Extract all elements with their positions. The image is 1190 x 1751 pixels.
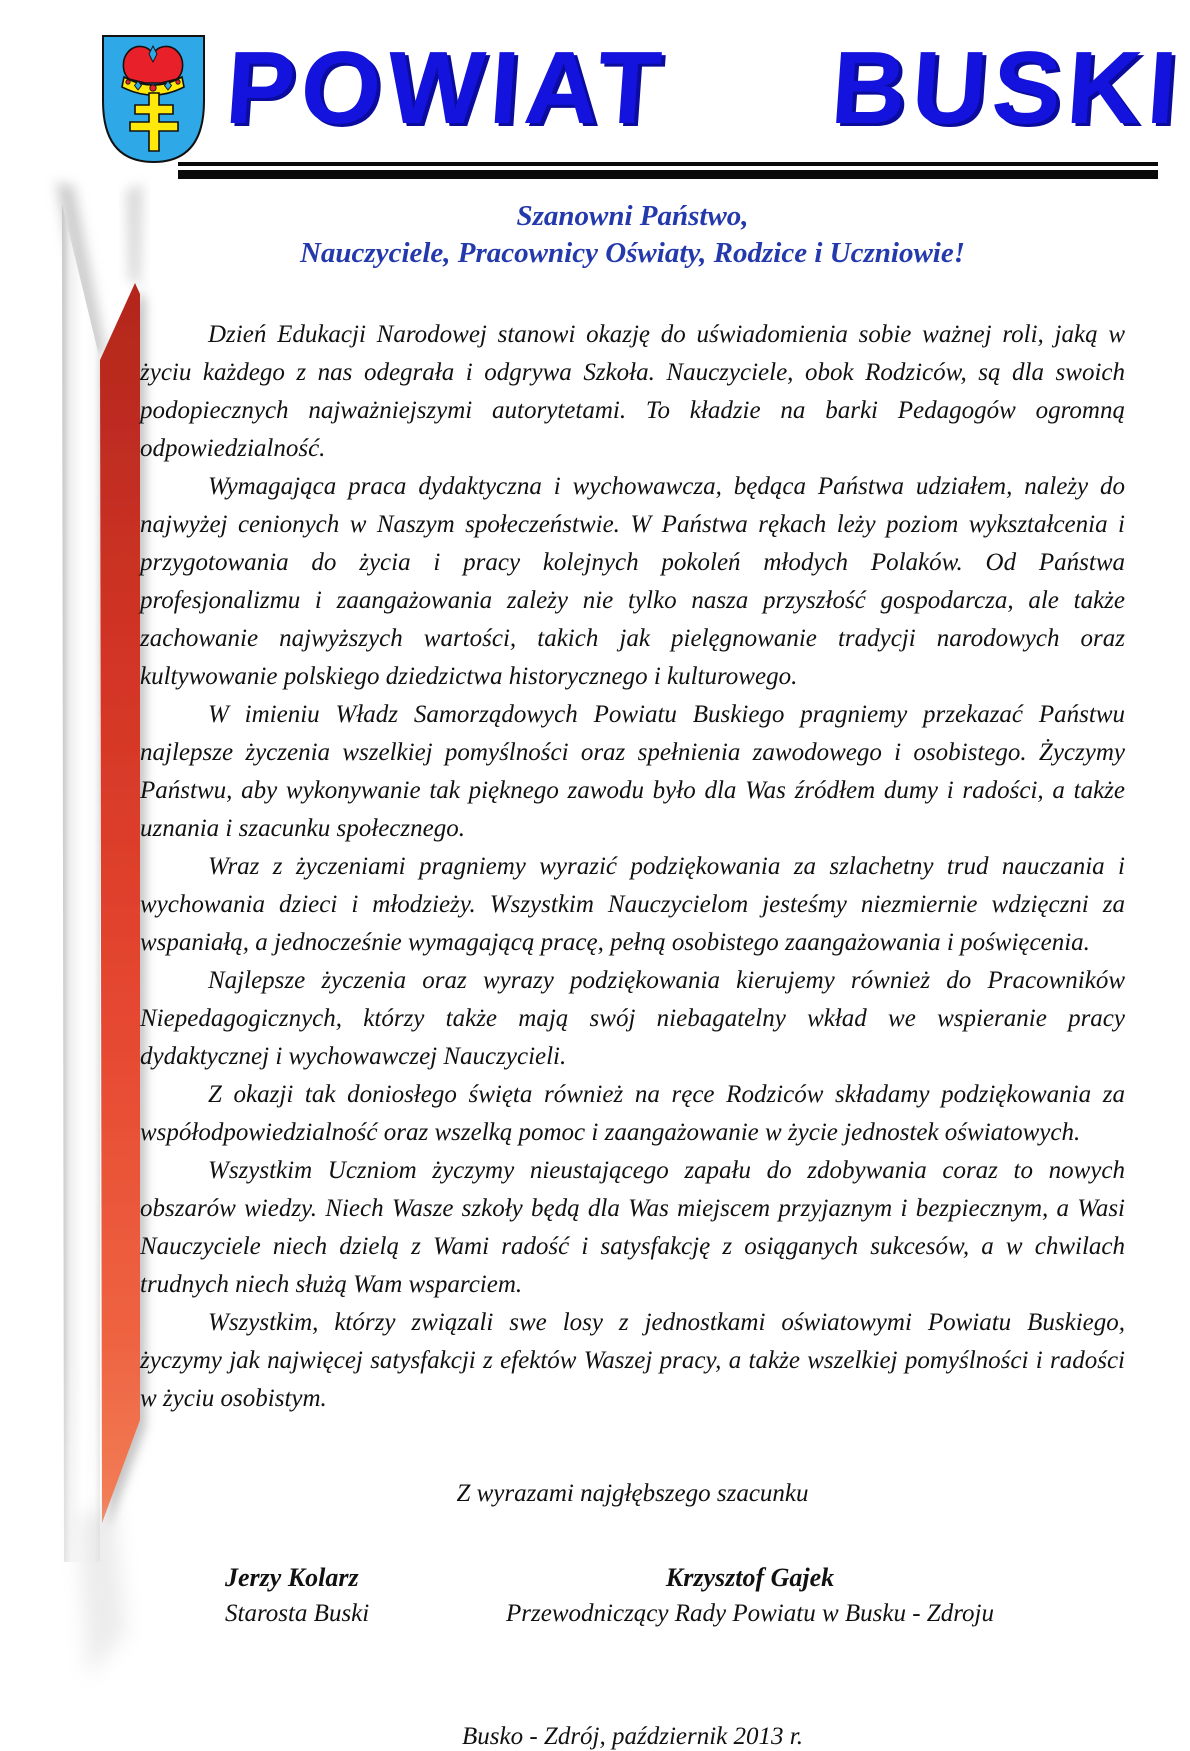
paragraph-2: Wymagająca praca dydaktyczna i wychowawcza, będąca Państwa udziałem, należy do najwyżej cenionych w Naszym społeczeństwie. W Państwa rękach leży poziom wykształcenia i przygotowania do życia i pracy kolejnych pokoleń młodych Polaków. Od Państwa profesjonalizmu i zaangażowania zależy nie tylko nasza przyszłość gospodarcza, ale także zachowanie najwyższych wartości, takich jak pielęgnowanie tradycji narodowych oraz kultywowanie polskiego dziedzictwa historycznego i kulturowego. [140,473,1125,690]
signature-przewodniczacy-title: Przewodniczący Rady Powiatu w Busku - Zdroju [506,1600,994,1627]
signature-starosta [225,1560,369,1632]
ribbon-white-band [62,204,100,1562]
paragraph-5: Najlepsze życzenia oraz wyrazy podziękowania kierujemy również do Pracowników Niepedagogicznych, którzy także mają swój niebagatelny wkład we wspieranie pracy dydaktycznej i wychowawczej Nauczycieli. [140,967,1125,1070]
salutation-line-2: Nauczyciele, Pracownicy Oświaty, Rodzice i Uczniowie! [299,237,966,269]
paragraph-4: Wraz z życzeniami pragniemy wyrazić podziękowania za szlachetny trud nauczania i wychowania dzieci i młodzieży. Wszystkim Nauczycielom jesteśmy niezmiernie wdzięczni za wspaniałą, a jednocześnie wymagającą pracę, pełną osobistego zaangażowania i poświęcenia. [140,853,1125,956]
place-date-line: Busko - Zdrój, październik 2013 r. [462,1723,803,1750]
letter-content [140,198,1125,1751]
org-title-word-2: BUSKI [827,30,1187,145]
ribbon-top-ghost-left [56,182,106,360]
signature-block [140,1560,1125,1665]
signature-przewodniczacy [400,1560,1100,1632]
closing-line: Z wyrazami najgłębszego szacunku [456,1480,809,1507]
paragraph-8: Wszystkim, którzy związali swe losy z jednostkami oświatowymi Powiatu Buskiego, życzymy jak najwięcej satysfakcji z efektów Waszej pracy, a także wszelkiej pomyślności i radości w życiu osobistym. [140,1309,1125,1412]
header-rule-thick [178,170,1158,179]
letter-paragraphs [140,316,1125,1418]
powiat-buski-coat-of-arms-icon [100,33,207,165]
paragraph-1: Dzień Edukacji Narodowej stanowi okazję do uświadomienia sobie ważnej roli, jaką w życiu każdego z nas odegrała i odgrywa Szkoła. Nauczyciele, obok Rodziców, są dla swoich podopiecznych najważniejszymi autorytetami. To kładzie na barki Pedagogów ogromną odpowiedzialność. [140,321,1125,462]
signature-starosta-name: Jerzy Kolarz [225,1563,359,1592]
org-title [222,30,1187,146]
crest-gem-center [150,85,156,91]
salutation-line-1: Szanowni Państwo, [516,200,749,232]
crest-gem-left [126,80,130,84]
paragraph-3: W imieniu Władz Samorządowych Powiatu Buskiego pragniemy przekazać Państwu najlepsze życzenia wszelkiej pomyślności oraz spełnienia zawodowego i osobistego. Życzymy Państwu, aby wykonywanie tak pięknego zawodu było dla Was źródłem dumy i radości, a także uznania i szacunku społecznego. [140,701,1125,842]
signature-przewodniczacy-name: Krzysztof Gajek [665,1563,835,1592]
salutation [140,198,1125,272]
paragraph-7: Wszystkim Uczniom życzymy nieustającego zapału do zdobywania coraz to nowych obszarów wiedzy. Niech Wasze szkoły będą dla Was miejscem przyjaznym i bezpiecznym, a Wasi Nauczyciele niech dzielą z Wami radość i satysfakcję z osiąganych sukcesów, a w chwilach trudnych niech służą Wam wsparciem. [140,1157,1125,1298]
header-double-rule [178,162,1158,179]
paragraph-6: Z okazji tak doniosłego święta również na ręce Rodziców składamy podziękowania za współodpowiedzialność oraz wszelką pomoc i zaangażowanie w życie jednostek oświatowych. [140,1081,1125,1146]
crest-gem-right [176,80,180,84]
letterhead [0,0,1190,185]
ribbon-bottom-ghost [78,1507,126,1677]
signature-starosta-title: Starosta Buski [225,1600,370,1627]
ribbon-red-band [100,283,140,1523]
org-title-word-1: POWIAT [222,30,671,145]
